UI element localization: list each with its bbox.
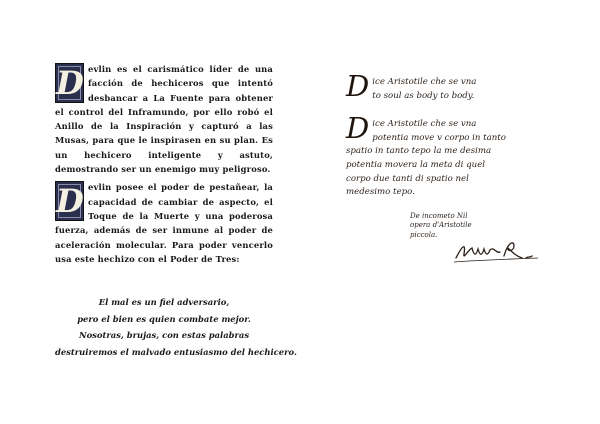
note-line: piccola.: [410, 230, 438, 239]
right-page-manuscript: [346, 69, 531, 200]
spell-verse: [55, 294, 297, 360]
spell-line: destruiremos el malvado entusiasmo del hechicero.: [55, 346, 297, 357]
handwritten-signature: [452, 236, 542, 266]
paragraph-2-text: evlin posee el poder de pestañear, la capacidad de cambiar de aspecto, el Toque de la Muerte y una poderosa fuerza, además de ser inmune al poder de aceleración molecular. Para poder vencerlo usa este hechizo con el Poder de Tres:: [55, 182, 273, 264]
paragraph-1-text: evlin es el carismático líder de una facción de hechiceros que intentó desbancar a La Fuente para obtener el control del Inframundo, por ello robó el Anillo de la Inspiración y capturó a las Musas, para que le inspirasen en su plan. Es un hechicero inteligente y astuto, demostrando ser un enemigo muy peligroso.: [55, 64, 273, 175]
manuscript-line: ice Aristotile che se vna: [372, 119, 477, 130]
manuscript-line: spatio in tanto tepo la me desima: [346, 146, 492, 157]
manuscript-line: to soul as body to body.: [372, 90, 475, 101]
manuscript-block-1: [346, 69, 531, 103]
spell-line: pero el bien es quien combate mejor.: [77, 313, 251, 324]
note-line: opera d'Aristotile: [410, 221, 472, 230]
spell-line: Nosotras, brujas, con estas palabras: [78, 330, 250, 340]
left-page-text: [55, 62, 273, 266]
manuscript-cap: D: [346, 111, 370, 146]
illuminated-dropcap: D: [56, 64, 84, 102]
manuscript-cap: D: [346, 69, 370, 103]
manuscript-line: corpo due tanti di spatio nel: [346, 173, 469, 184]
note-line: De incometo Nil: [410, 212, 468, 220]
manuscript-line: potentia move v corpo in tanto: [372, 132, 506, 143]
illuminated-dropcap: D: [56, 182, 84, 221]
manuscript-line: potentia movera la meta di quel: [346, 159, 486, 170]
manuscript-block-2: [346, 111, 531, 200]
paragraph-2: [55, 180, 273, 266]
spell-line: El mal es un fiel adversario,: [98, 297, 230, 307]
manuscript-line: medesimo tepo.: [346, 187, 415, 198]
manuscript-line: ice Aristotile che se vna: [372, 77, 477, 87]
paragraph-1: [55, 62, 273, 176]
